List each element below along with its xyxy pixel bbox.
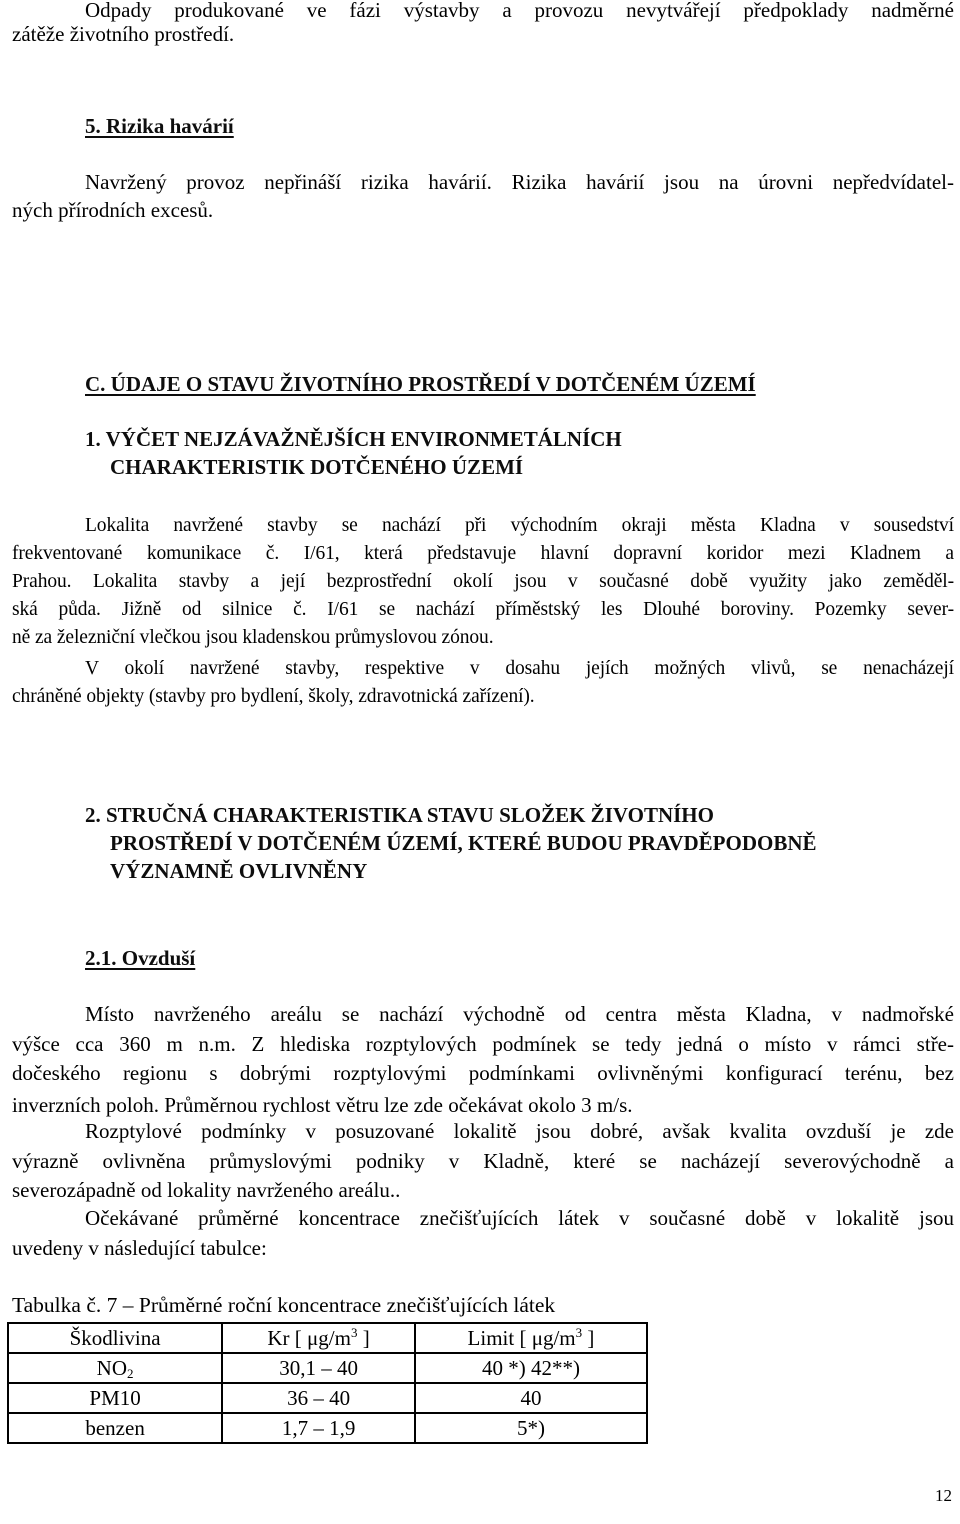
section-2-1-paragraph-line: Místo navrženého areálu se nachází východně od centra města Kladna, v nadmořské — [85, 1002, 954, 1026]
section-2-heading: 2. STRUČNÁ CHARAKTERISTIKA STAVU SLOŽEK ŽIVOTNÍHO — [85, 803, 714, 827]
table-header-row — [8, 1323, 647, 1353]
section-1-paragraph-line: Prahou. Lokalita stavby a její bezprostřední okolí jsou v současné době využity jako zeměděl- — [12, 571, 954, 592]
table-row — [8, 1353, 647, 1383]
section-1-paragraph-line: ská půda. Jižně od silnice č. I/61 se nachází příměstský les Dlouhé boroviny. Pozemky sever- — [12, 599, 954, 620]
cell-limit: 40 *) 42**) — [415, 1353, 647, 1383]
header-cell-kr: Kr [ $\mu g/m^3$ ] — [222, 1323, 415, 1353]
table-row — [8, 1383, 647, 1413]
cell-kr: 30,1 – 40 — [222, 1353, 415, 1383]
section-5-paragraph-line: Navržený provoz nepřináší rizika havárií. Rizika havárií jsou na úrovni nepředvídatel- — [85, 170, 954, 194]
section-5-heading: 5. Rizika havárií — [85, 114, 234, 138]
pollutant-table — [7, 1322, 648, 1444]
cell-pollutant: $NO_2$ — [8, 1353, 222, 1383]
section-2-heading: VÝZNAMNĚ OVLIVNĚNY — [110, 859, 368, 883]
section-2-1-paragraph-line: Očekávané průměrné koncentrace znečišťujících látek v současné době v lokalitě jsou — [85, 1206, 954, 1230]
table-row — [8, 1413, 647, 1443]
section-1-paragraph-line: ně za železniční vlečkou jsou kladenskou průmyslovou zónou. — [12, 627, 494, 648]
section-2-1-paragraph-line: výšce cca 360 m n.m. Z hlediska rozptylových podmínek se tedy jedná o místo v rámci stře- — [12, 1032, 954, 1056]
section-2-1-paragraph-line: severozápadně od lokality navrženého areálu.. — [12, 1178, 401, 1202]
section-2-1-paragraph-line: Rozptylové podmínky v posuzované lokalitě jsou dobré, avšak kvalita ovzduší je zde — [85, 1119, 954, 1143]
page-number: 12 — [935, 1486, 952, 1505]
section-1-paragraph-line: frekventované komunikace č. I/61, která představuje hlavní dopravní koridor mezi Kladnem a — [12, 543, 954, 564]
section-1-paragraph-line: V okolí navržené stavby, respektive v dosahu jejích možných vlivů, se nenacházejí — [85, 658, 954, 679]
cell-limit: 40 — [415, 1383, 647, 1413]
cell-kr: 1,7 – 1,9 — [222, 1413, 415, 1443]
table-caption: Tabulka č. 7 – Průměrné roční koncentrace znečišťujících látek — [12, 1293, 556, 1317]
section-2-1-paragraph-line: výrazně ovlivněna průmyslovými podniky v Kladně, které se nacházejí severovýchodně a — [12, 1149, 954, 1173]
section-2-1-paragraph-line: inverzních poloh. Průměrnou rychlost větru lze zde očekávat okolo 3 m/s. — [12, 1093, 633, 1117]
section-1-heading: 1. VÝČET NEJZÁVAŽNĚJŠÍCH ENVIRONMETÁLNÍCH — [85, 427, 622, 451]
header-cell-limit: Limit [ $\mu g/m^3$ ] — [415, 1323, 647, 1353]
section-1-heading: CHARAKTERISTIK DOTČENÉHO ÚZEMÍ — [110, 455, 524, 479]
section-5-paragraph-line: ných přírodních excesů. — [12, 198, 214, 222]
intro-paragraph-line: zátěže životního prostředí. — [12, 22, 235, 46]
header-cell-pollutant: Škodlivina — [8, 1323, 222, 1353]
section-1-paragraph-line: Lokalita navržené stavby se nachází při východním okraji města Kladna v sousedství — [85, 515, 954, 536]
cell-kr: 36 – 40 — [222, 1383, 415, 1413]
intro-paragraph-line: Odpady produkované ve fázi výstavby a provozu nevytvářejí předpoklady nadměrné — [85, 0, 954, 22]
cell-limit: 5*) — [415, 1413, 647, 1443]
cell-pollutant: benzen — [8, 1413, 222, 1443]
section-2-1-paragraph-line: uvedeny v následující tabulce: — [12, 1236, 267, 1260]
section-2-1-heading: 2.1. Ovzduší — [85, 946, 196, 970]
section-c-heading: C. ÚDAJE O STAVU ŽIVOTNÍHO PROSTŘEDÍ V DOTČENÉM ÚZEMÍ — [85, 372, 756, 396]
section-2-heading: PROSTŘEDÍ V DOTČENÉM ÚZEMÍ, KTERÉ BUDOU PRAVDĚPODOBNĚ — [110, 831, 817, 855]
section-2-1-paragraph-line: dočeského regionu s dobrými rozptylovými podmínkami ovlivněnými konfigurací terénu, bez — [12, 1061, 954, 1085]
cell-pollutant: PM10 — [8, 1383, 222, 1413]
section-1-paragraph-line: chráněné objekty (stavby pro bydlení, školy, zdravotnická zařízení). — [12, 686, 535, 707]
